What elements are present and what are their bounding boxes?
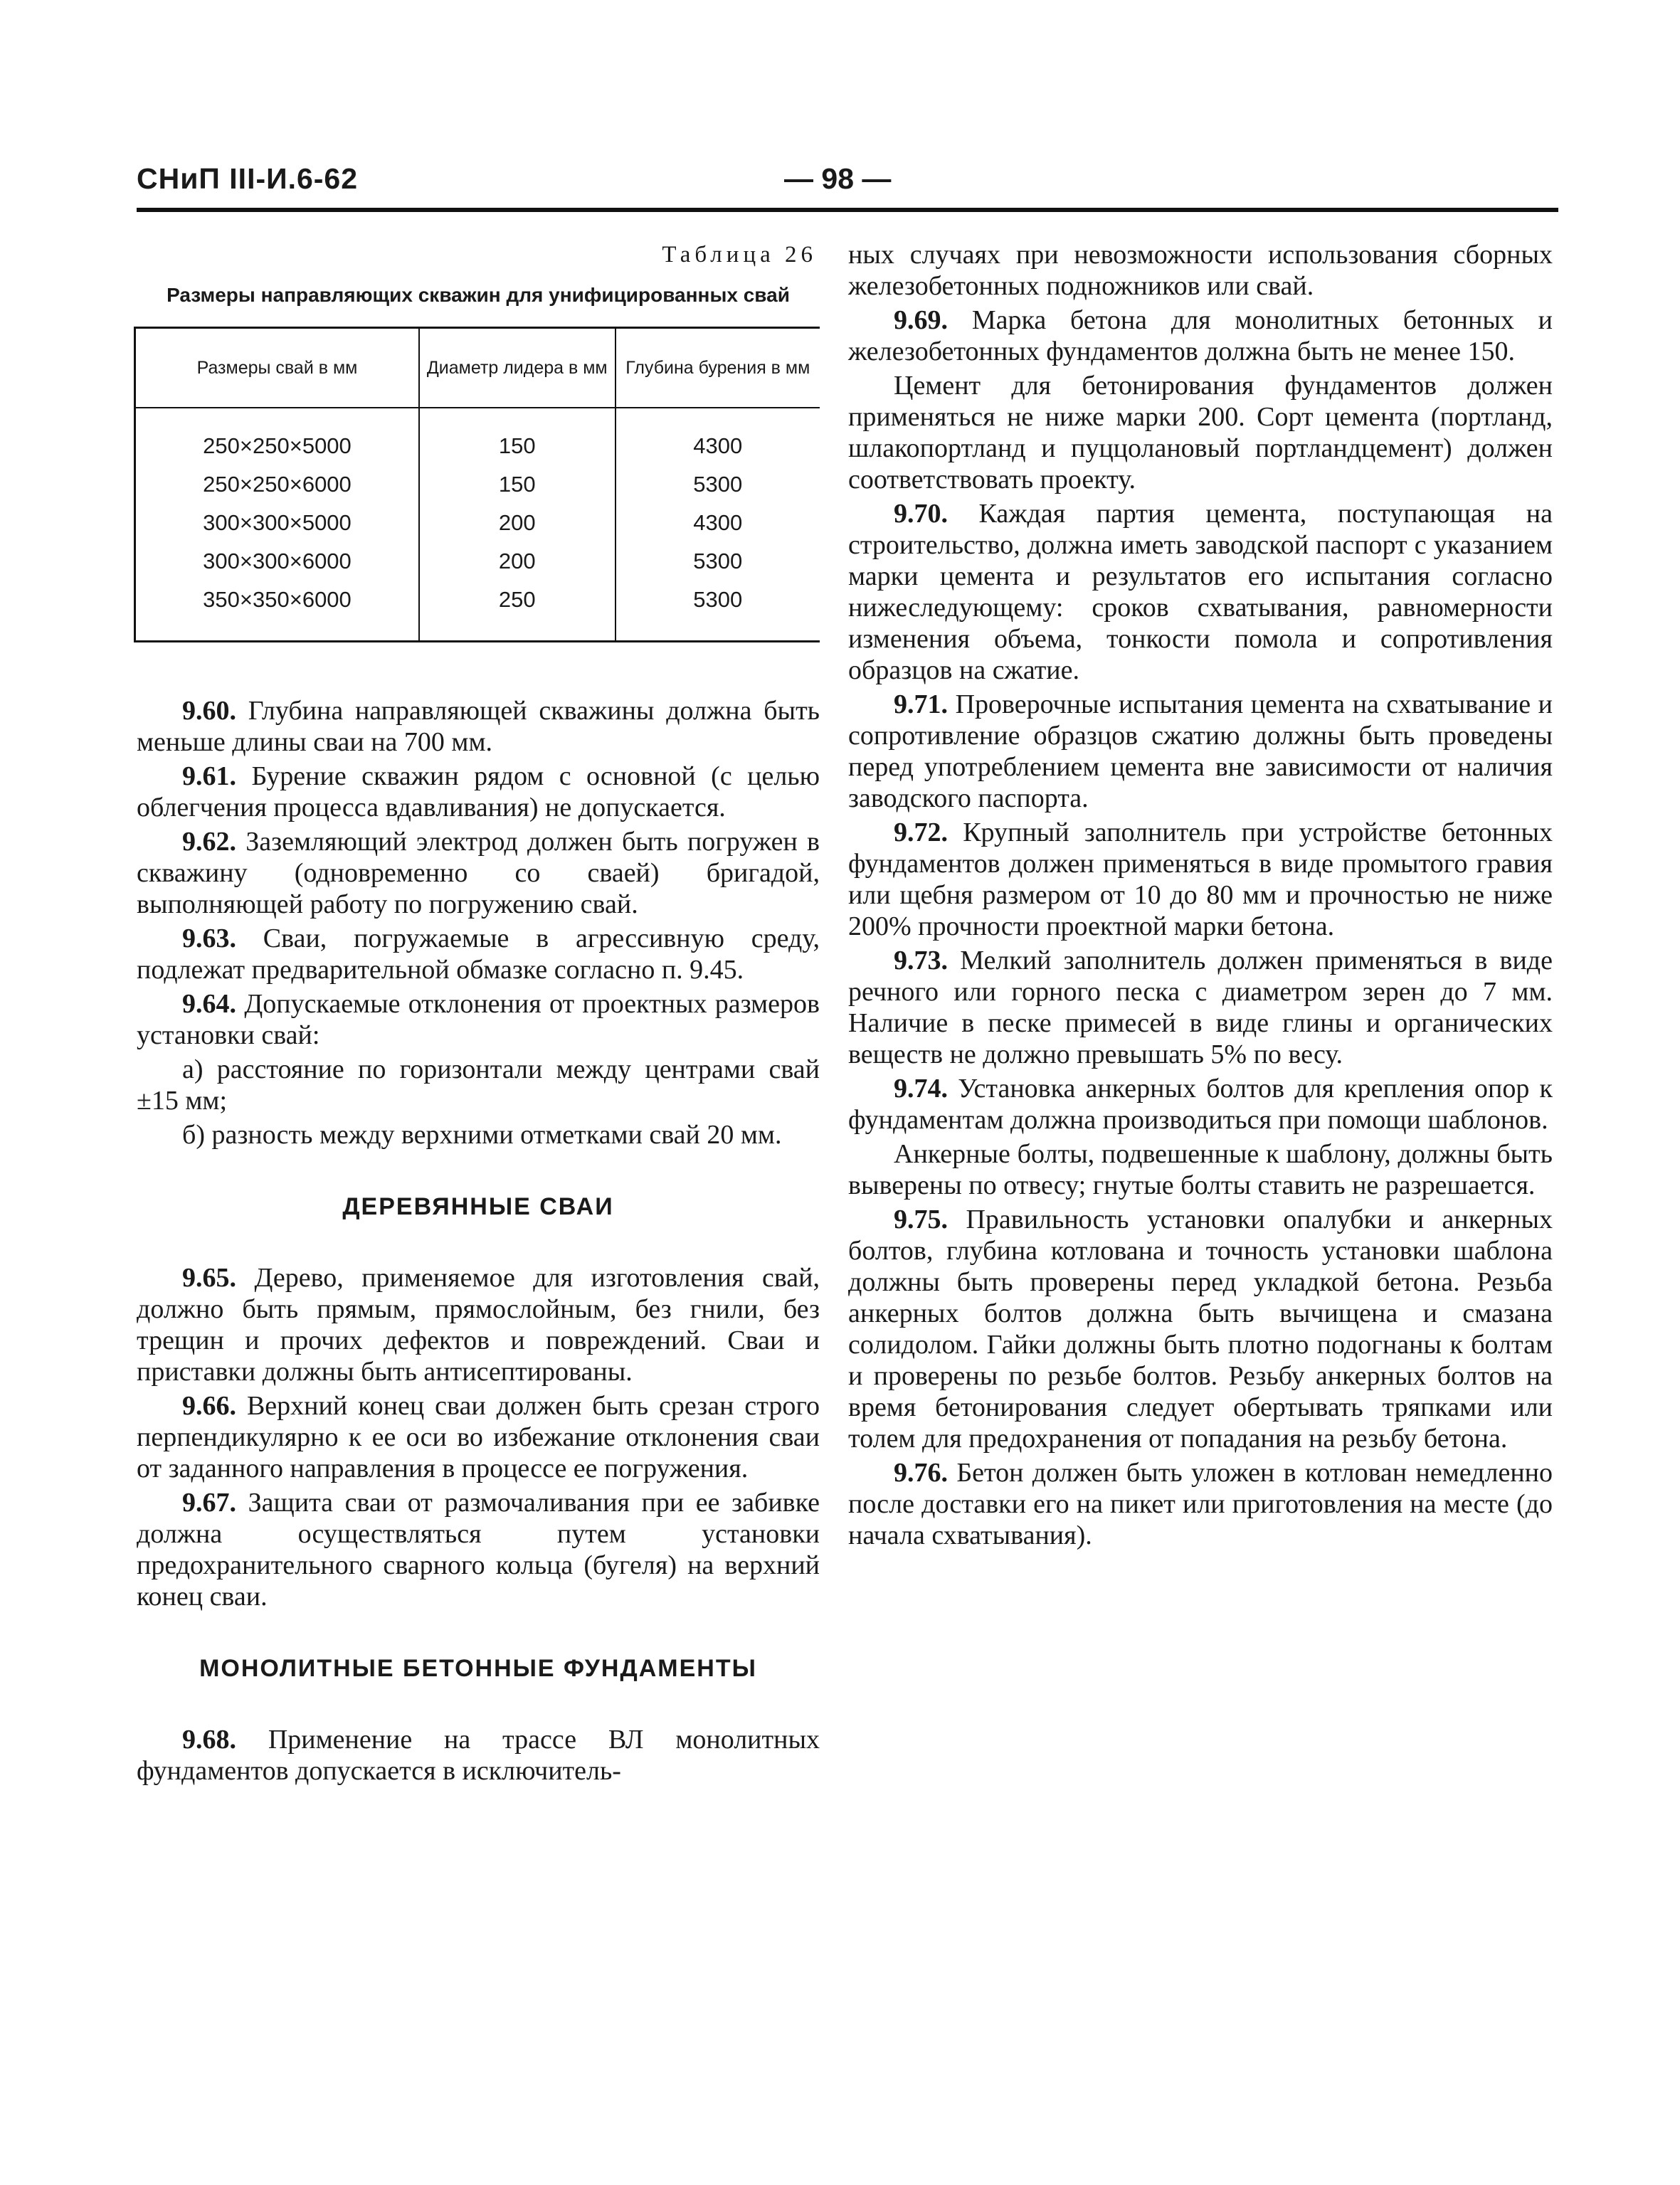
clause-number: 9.62. — [182, 827, 236, 857]
table-cell: 4300 — [616, 408, 820, 465]
clause-text: Каждая партия цемента, поступающая на строительство, должна иметь заводской паспорт с указанием марки цемента и результатов его испытания согласно нижеследующему: сроков схватывания, равномерности изменения объема, тонкости помола и сопротивления образцов на сжатие. — [848, 499, 1553, 685]
table-row — [135, 581, 820, 642]
table-cell: 200 — [419, 504, 616, 542]
right-column — [848, 239, 1553, 1551]
clause-9-64-item-b: б) разность между верхними отметками свай 20 мм. — [182, 1120, 782, 1150]
clause-9-66 — [137, 1390, 820, 1484]
clause-number: 9.63. — [182, 924, 236, 953]
left-column — [137, 239, 820, 1787]
clause-text: Защита сваи от размочаливания при ее забивке должна осуществляться путем установки предохранительного сварного кольца (бугеля) на верхний конец сваи. — [137, 1488, 820, 1612]
clause-number: 9.68. — [182, 1725, 236, 1755]
table-label: Таблица 26 — [662, 242, 817, 268]
clause-text: Установка анкерных болтов для крепления опор к фундаментам должна производиться при помощи шаблонов. — [848, 1074, 1553, 1135]
clause-9-62 — [137, 826, 820, 920]
table-cell: 150 — [419, 465, 616, 504]
clause-number: 9.66. — [182, 1391, 236, 1421]
clause-9-63 — [137, 923, 820, 985]
clause-text: Мелкий заполнитель должен применяться в виде речного или горного песка с диаметром зерен до 7 мм. Наличие в песке примесей в виде глины и органических веществ не должно превышать 5% по весу. — [848, 946, 1553, 1069]
clause-number: 9.74. — [894, 1074, 948, 1104]
clause-9-71 — [848, 689, 1553, 814]
table-cell: 200 — [419, 542, 616, 581]
clause-9-64-item-a: а) расстояние по горизонтали между центрами свай ±15 мм; — [137, 1054, 820, 1116]
clause-number: 9.61. — [182, 761, 236, 791]
table-row — [135, 504, 820, 542]
clause-9-69-cement: Цемент для бетонирования фундаментов должен применяться не ниже марки 200. Сорт цемента (портланд, шлакопортланд и пуццолановый портландцемент) должен соответствовать проекту. — [848, 371, 1553, 494]
clause-number: 9.70. — [894, 499, 948, 529]
clause-number: 9.71. — [894, 689, 948, 719]
table-cell: 5300 — [616, 542, 820, 581]
clause-9-68 — [137, 1724, 820, 1787]
clause-9-67 — [137, 1487, 820, 1612]
clause-text: Бурение скважин рядом с основной (с целью облегчения процесса вдавливания) не допускается. — [137, 761, 820, 822]
table-cell: 150 — [419, 408, 616, 465]
clause-number: 9.73. — [894, 946, 948, 975]
clause-9-75 — [848, 1204, 1553, 1454]
clause-text: Крупный заполнитель при устройстве бетонных фундаментов должен применяться в виде промытого гравия или щебня размером от 10 до 80 мм и прочностью не ниже 200% прочности проектной марки бетона. — [848, 818, 1553, 941]
table-cell: 300×300×5000 — [203, 510, 352, 535]
clause-9-64 — [137, 988, 820, 1051]
table-cell: 250 — [419, 581, 616, 642]
clause-number: 9.75. — [894, 1205, 948, 1234]
clause-number: 9.72. — [894, 818, 948, 847]
clause-number: 9.64. — [182, 989, 236, 1019]
table-row — [135, 542, 820, 581]
clause-9-61 — [137, 761, 820, 823]
clause-text: Марка бетона для монолитных бетонных и железобетонных фундаментов должна быть не менее 150. — [848, 305, 1553, 366]
clause-text: Бетон должен быть уложен в котлован немедленно после доставки его на пикет или приготовления на месте (до начала схватывания). — [848, 1458, 1553, 1550]
clause-text: Глубина направляющей скважины должна быть меньше длины сваи на 700 мм. — [137, 696, 820, 757]
clause-text: Сваи, погружаемые в агрессивную среду, подлежат предварительной обмазке согласно п. 9.45. — [137, 924, 820, 985]
table-cell: 4300 — [616, 504, 820, 542]
clause-text: Применение на трассе ВЛ монолитных фундаментов допускается в исключитель- — [137, 1725, 820, 1786]
clause-text: Проверочные испытания цемента на схватывание и сопротивление образцов сжатию должны быть проведены перед употреблением цемента вне зависимости от наличия заводского паспорта. — [848, 689, 1553, 813]
table-header-cell: Диаметр лидера в мм — [419, 328, 616, 408]
table-cell: 250×250×5000 — [203, 433, 352, 458]
clause-9-74-anchor-bolts: Анкерные болты, подвешенные к шаблону, должны быть выверены по отвесу; гнутые болты ставить не разрешается. — [848, 1139, 1553, 1200]
clause-number: 9.69. — [894, 305, 948, 335]
header-rule — [137, 208, 1558, 212]
clause-9-70 — [848, 498, 1553, 686]
clause-text: Верхний конец сваи должен быть срезан строго перпендикулярно к ее оси во избежание отклонения сваи от заданного направления в процессе ее погружения. — [137, 1391, 820, 1483]
table-cell: 5300 — [616, 581, 820, 642]
clause-text: Дерево, применяемое для изготовления свай, должно быть прямым, прямослойным, без гнили, без трещин и прочих дефектов и повреждений. Сваи и приставки должны быть антисептированы. — [137, 1263, 820, 1387]
table-title: Размеры направляющих скважин для унифицированных свай — [167, 284, 790, 306]
table-header-cell: Глубина бурения в мм — [616, 328, 820, 408]
section-title-monolithic-foundations: МОНОЛИТНЫЕ БЕТОННЫЕ ФУНДАМЕНТЫ — [199, 1655, 757, 1682]
clause-number: 9.76. — [894, 1458, 948, 1488]
clause-number: 9.65. — [182, 1263, 236, 1293]
page-header — [137, 162, 1560, 212]
clause-9-65 — [137, 1262, 820, 1387]
clause-9-74 — [848, 1073, 1553, 1136]
pile-dimensions-table — [134, 327, 820, 642]
clause-number: 9.67. — [182, 1488, 236, 1518]
clause-number: 9.60. — [182, 696, 236, 726]
clause-9-73 — [848, 945, 1553, 1070]
section-title-wooden-piles: ДЕРЕВЯННЫЕ СВАИ — [342, 1193, 614, 1220]
table-cell: 350×350×6000 — [203, 587, 352, 612]
table-cell: 300×300×6000 — [203, 549, 352, 573]
clause-9-76 — [848, 1457, 1553, 1551]
table-header-cell: Размеры свай в мм — [135, 328, 419, 408]
clause-9-60 — [137, 695, 820, 758]
clause-9-69 — [848, 305, 1553, 367]
page-number: — 98 — — [784, 162, 892, 195]
clause-text: Допускаемые отклонения от проектных размеров установки свай: — [137, 989, 820, 1050]
table-cell: 250×250×6000 — [203, 472, 352, 497]
table-row — [135, 465, 820, 504]
table-row — [135, 408, 820, 465]
table-header-row — [135, 328, 820, 408]
document-code: СНиП III-И.6-62 — [137, 162, 359, 195]
clause-9-72 — [848, 817, 1553, 942]
table-cell: 5300 — [616, 465, 820, 504]
clause-text: Правильность установки опалубки и анкерных болтов, глубина котлована и точность установки шаблона должны быть проверены перед укладкой бетона. Резьба анкерных болтов должна быть вычищена и смазана солидолом. Гайки должны быть плотно подогнаны к болтам и проверены по резьбе болтов. Резьбу анкерных болтов на время бетонирования следует обертывать тряпками или толем для предохранения от попадания на резьбу бетона. — [848, 1205, 1553, 1454]
clause-text: Заземляющий электрод должен быть погружен в скважину (одновременно со сваей) бригадой, выполняющей работу по погружению свай. — [137, 827, 820, 919]
clause-9-68-continued: ных случаях при невозможности использования сборных железобетонных подножников или свай. — [848, 240, 1553, 301]
